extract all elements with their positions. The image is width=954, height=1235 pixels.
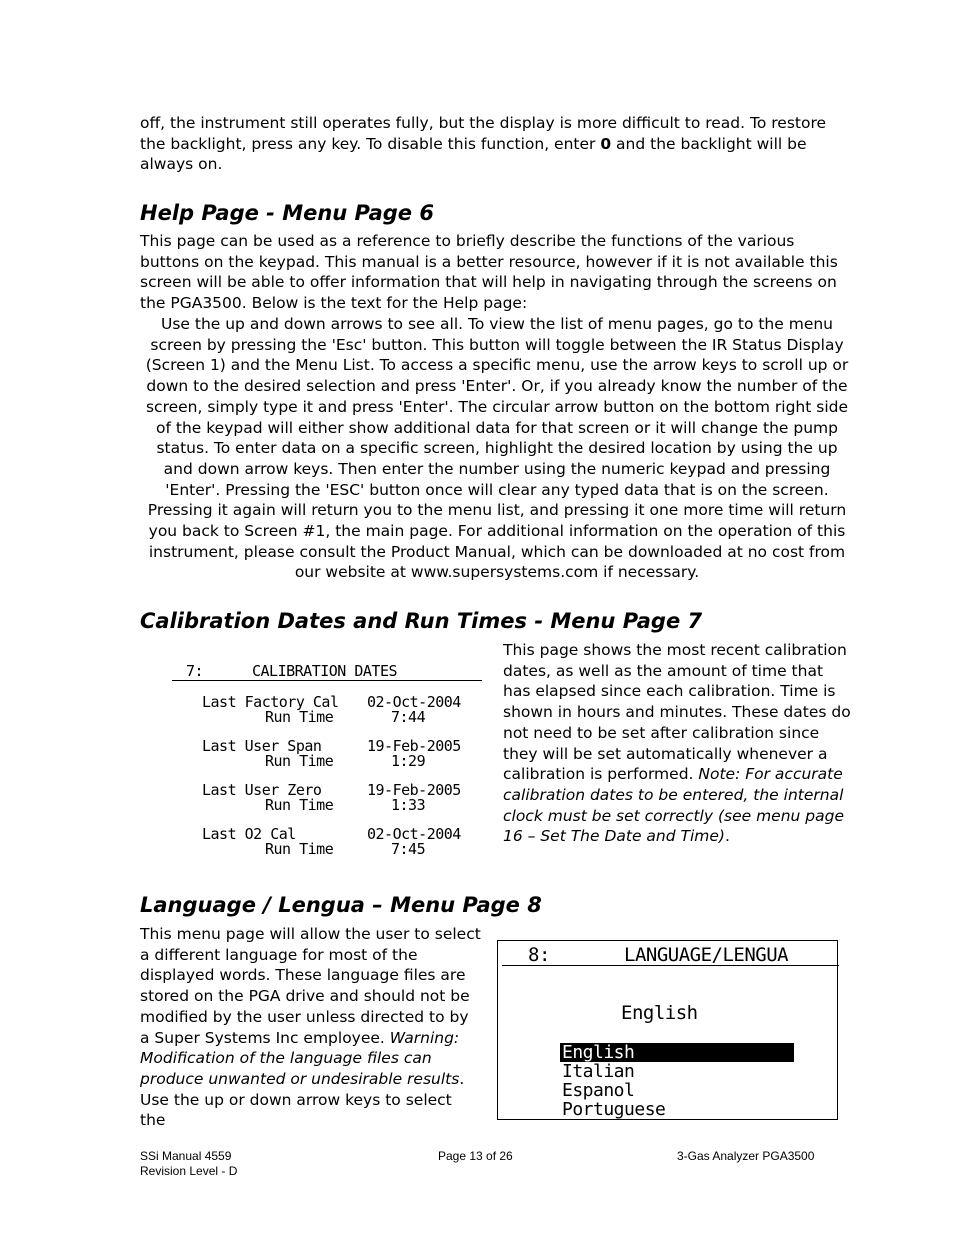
calibration-row	[168, 695, 488, 729]
language-option-english[interactable]: English	[560, 1043, 794, 1062]
calibration-label: Last Factory Cal	[202, 693, 339, 711]
calibration-screen	[168, 660, 488, 860]
footer-page-number: Page 13 of 26	[438, 1149, 513, 1163]
calibration-date: 02-Oct-2004	[367, 693, 461, 711]
calibration-screen-number: 7:	[186, 662, 204, 680]
calibration-text: This page shows the most recent calibration dates, as well as the amount of time that has elapsed since each calibration. Time is shown in hours and minutes. These dates do not need to be set after calibration since they will be set automatically whenever a calibration is performed.	[503, 641, 851, 784]
calibration-label: Last O2 Cal	[202, 825, 296, 843]
footer-revision: Revision Level - D	[140, 1164, 238, 1178]
current-language: English	[621, 1002, 698, 1024]
intro-text-end: and the backlight will be always on.	[140, 134, 807, 174]
calibration-date: 02-Oct-2004	[367, 825, 461, 843]
run-time-value: 1:33	[391, 796, 426, 814]
footer-manual: SSi Manual 4559	[140, 1149, 232, 1163]
footer-product: 3-Gas Analyzer PGA3500	[677, 1149, 815, 1163]
language-list	[560, 1043, 794, 1119]
intro-bold-value: 0	[600, 134, 612, 153]
run-time-value: 7:44	[391, 708, 426, 726]
calibration-date: 19-Feb-2005	[367, 737, 461, 755]
calibration-screen-title: CALIBRATION DATES	[252, 662, 398, 680]
language-option-espanol[interactable]: Espanol	[562, 1080, 635, 1101]
language-option-italian[interactable]: Italian	[562, 1061, 635, 1082]
intro-text: off, the instrument still operates fully, but the display is more difficult to read. To restore the backlight, press any key. To disable this function, enter	[140, 114, 827, 153]
calibration-label: Last User Zero	[202, 781, 322, 799]
calibration-date: 19-Feb-2005	[367, 781, 461, 799]
calibration-row	[168, 783, 488, 817]
calibration-note-end: .	[724, 827, 730, 846]
calibration-note: Note: For accurate calibration dates to be entered, the internal clock must be set correctly (see menu page 16 – Set The Date and Time)	[503, 765, 844, 846]
language-text-end: . Use the up or down arrow keys to select the	[140, 1069, 465, 1130]
calibration-label: Last User Span	[202, 737, 322, 755]
calibration-heading: Calibration Dates and Run Times - Menu Page 7	[140, 609, 703, 633]
help-heading: Help Page - Menu Page 6	[140, 201, 434, 225]
calibration-screen-header	[172, 662, 482, 681]
run-time-label: Run Time	[265, 752, 334, 770]
language-option-portuguese[interactable]: Portuguese	[562, 1099, 666, 1120]
language-screen-header	[502, 945, 839, 966]
help-page-text: Use the up and down arrows to see all. To view the list of menu pages, go to the menu screen by pressing the 'Esc' button. This button will toggle between the IR Status Display (Screen 1) and the Menu List. To access a specific menu, use the arrow keys to scroll up or down to the desired selection and press 'Enter'. Or, if you already know the number of the screen, simply type it and press 'Enter'. The circular arrow button on the bottom right side of the keypad will either show additional data for that screen or it will change the pump status. To enter data on a specific screen, highlight the desired location by using the up and down arrow keys. Then enter the number using the numeric keypad and pressing 'Enter'. Pressing the 'ESC' button once will clear any typed data that is on the screen. Pressing it again will return you to the menu list, and pressing it one more time will return you back to Screen #1, the main page. For additional information on the operation of this instrument, please consult the Product Manual, which can be downloaded at no cost from our website at www.supersystems.com if necessary.	[145, 315, 849, 582]
help-paragraph: This page can be used as a reference to briefly describe the functions of the various buttons on the keypad. This manual is a better resource, however if it is not available this screen will be able to offer information that will help in navigating through the screens on the PGA3500. Below is the text for the Help page:	[140, 232, 838, 313]
language-screen-number: 8:	[528, 944, 550, 966]
language-warning: Warning: Modification of the language files can produce unwanted or undesirable results	[140, 1028, 460, 1088]
run-time-label: Run Time	[265, 796, 334, 814]
run-time-value: 7:45	[391, 840, 426, 858]
calibration-paragraph	[503, 640, 853, 847]
run-time-value: 1:29	[391, 752, 426, 770]
language-text: This menu page will allow the user to select a different language for most of the displayed words. These language files are stored on the PGA drive and should not be modified by the user unless directed to by a Super Systems Inc employee.	[140, 925, 481, 1047]
language-heading: Language / Lengua – Menu Page 8	[140, 893, 542, 917]
run-time-label: Run Time	[265, 708, 334, 726]
language-screen-title: LANGUAGE/LENGUA	[624, 944, 789, 966]
calibration-row	[168, 739, 488, 773]
calibration-row	[168, 827, 488, 861]
language-screen	[497, 940, 838, 1120]
intro-paragraph	[140, 113, 852, 175]
run-time-label: Run Time	[265, 840, 334, 858]
language-paragraph	[140, 924, 482, 1131]
